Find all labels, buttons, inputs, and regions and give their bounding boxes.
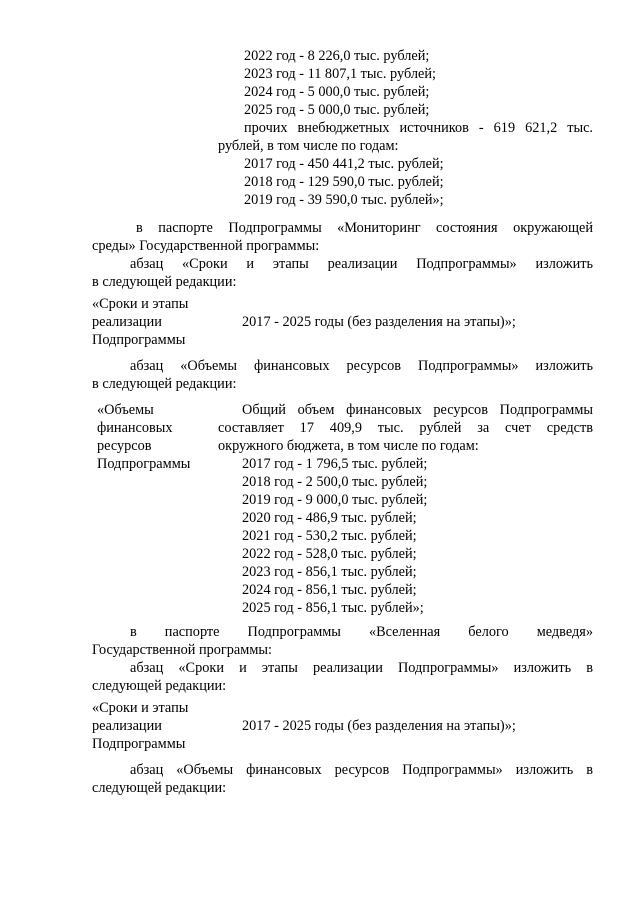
terms-label-line-2: реализации (92, 314, 162, 330)
passport2-volume-paragraph-cont: следующей редакции: (92, 780, 227, 796)
terms2-label-line-3: Подпрограммы (92, 736, 186, 752)
other-year-2017: 2017 год - 450 441,2 тыс. рублей; (244, 156, 444, 172)
terms-value: 2017 - 2025 годы (без разделения на этапы)»; (242, 314, 516, 330)
volume-label-line-4: Подпрограммы (97, 456, 191, 472)
passport2-terms-paragraph-cont: следующей редакции: (92, 678, 227, 694)
volume-year-2022: 2022 год - 528,0 тыс. рублей; (242, 546, 417, 562)
volume-year-2023: 2023 год - 856,1 тыс. рублей; (242, 564, 417, 580)
terms2-label-line-1: «Сроки и этапы (92, 700, 189, 716)
passport1-terms-paragraph-cont: в следующей редакции: (92, 274, 237, 290)
terms-label-line-1: «Сроки и этапы (92, 296, 189, 312)
volume-text-line-2: составляет 17 409,9 тыс. рублей за счет средств (218, 420, 593, 436)
volume-year-2024: 2024 год - 856,1 тыс. рублей; (242, 582, 417, 598)
other-year-2018: 2018 год - 129 590,0 тыс. рублей; (244, 174, 444, 190)
passport1-volume-paragraph-cont: в следующей редакции: (92, 376, 237, 392)
volume-label-line-2: финансовых (97, 420, 173, 436)
passport1-volume-paragraph: абзац «Объемы финансовых ресурсов Подпрограммы» изложить (130, 358, 593, 374)
volume-year-2018: 2018 год - 2 500,0 тыс. рублей; (242, 474, 428, 490)
funding-year-2025: 2025 год - 5 000,0 тыс. рублей; (244, 102, 430, 118)
passport1-terms-paragraph: абзац «Сроки и этапы реализации Подпрограммы» изложить (130, 256, 593, 272)
funding-year-2022: 2022 год - 8 226,0 тыс. рублей; (244, 48, 430, 64)
terms2-label-line-2: реализации (92, 718, 162, 734)
volume-text-line-3: окружного бюджета, в том числе по годам: (218, 438, 479, 454)
volume-year-2025: 2025 год - 856,1 тыс. рублей»; (242, 600, 424, 616)
volume-year-2021: 2021 год - 530,2 тыс. рублей; (242, 528, 417, 544)
volume-year-2017: 2017 год - 1 796,5 тыс. рублей; (242, 456, 428, 472)
passport2-terms-paragraph: абзац «Сроки и этапы реализации Подпрограммы» изложить в (130, 660, 593, 676)
other-sources-line-2: рублей, в том числе по годам: (218, 138, 399, 154)
volume-label-line-3: ресурсов (97, 438, 152, 454)
funding-year-2023: 2023 год - 11 807,1 тыс. рублей; (244, 66, 436, 82)
volume-label-line-1: «Объемы (97, 402, 154, 418)
passport2-intro-cont: Государственной программы: (92, 642, 272, 658)
other-year-2019: 2019 год - 39 590,0 тыс. рублей»; (244, 192, 444, 208)
other-sources-line: прочих внебюджетных источников - 619 621,2 тыс. (244, 120, 593, 136)
passport2-intro: в паспорте Подпрограммы «Вселенная белого медведя» (130, 624, 593, 640)
passport2-volume-paragraph: абзац «Объемы финансовых ресурсов Подпрограммы» изложить в (130, 762, 593, 778)
volume-text-line-1: Общий объем финансовых ресурсов Подпрограммы (242, 402, 593, 418)
passport1-intro-cont: среды» Государственной программы: (92, 238, 320, 254)
funding-year-2024: 2024 год - 5 000,0 тыс. рублей; (244, 84, 430, 100)
passport1-intro: в паспорте Подпрограммы «Мониторинг состояния окружающей (136, 220, 593, 236)
volume-year-2020: 2020 год - 486,9 тыс. рублей; (242, 510, 417, 526)
terms-label-line-3: Подпрограммы (92, 332, 186, 348)
terms2-value: 2017 - 2025 годы (без разделения на этапы)»; (242, 718, 516, 734)
volume-year-2019: 2019 год - 9 000,0 тыс. рублей; (242, 492, 428, 508)
